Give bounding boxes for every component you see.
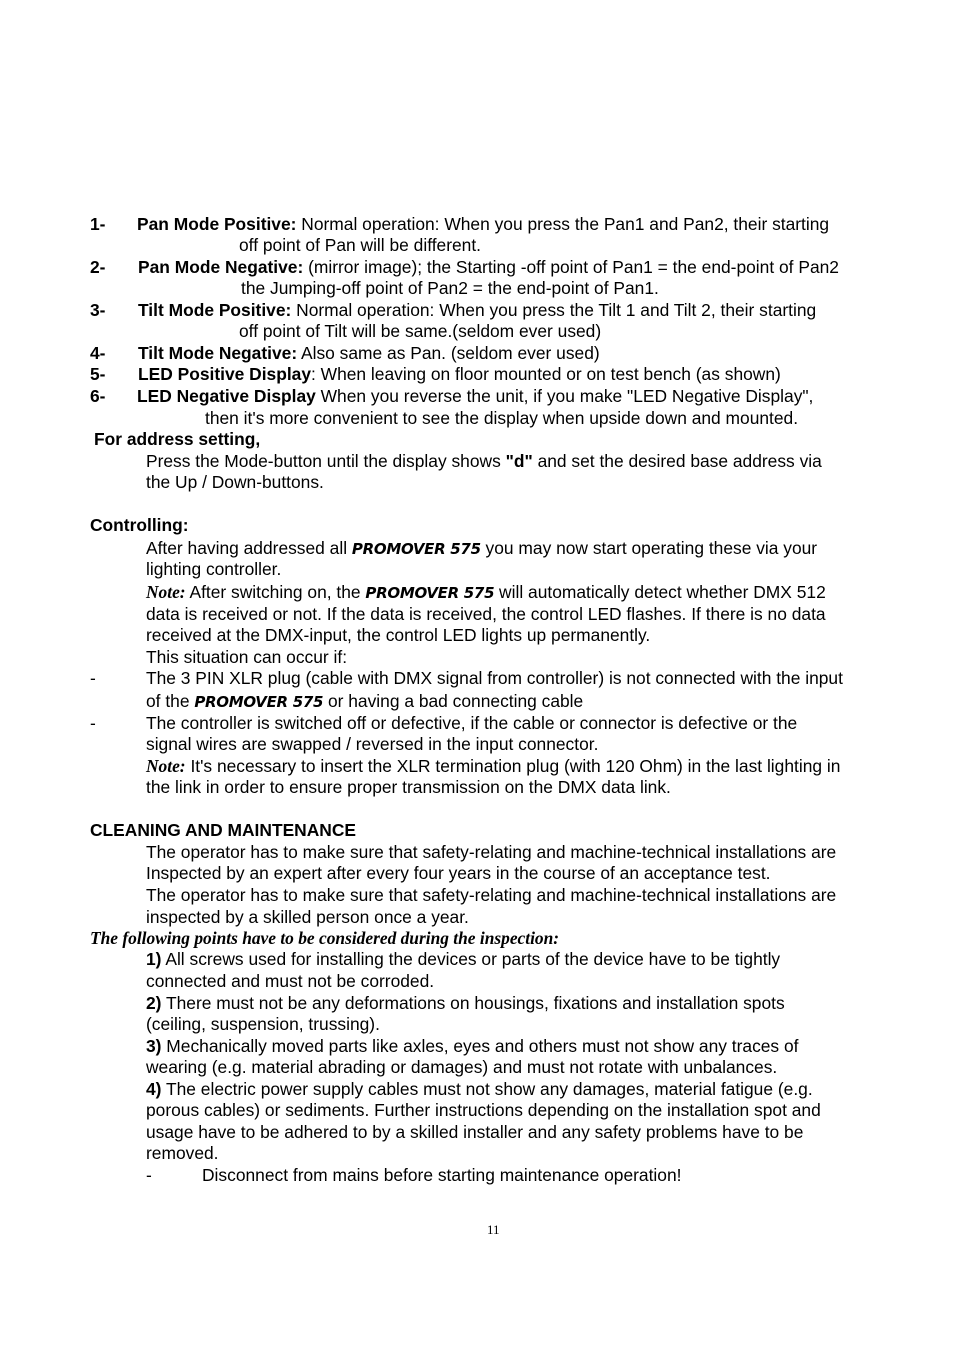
cleaning-heading: CLEANING AND MAINTENANCE (90, 820, 357, 840)
cleaning-text: inspected by a skilled person once a year. (146, 907, 469, 927)
bullet-text: The controller is switched off or defective, if the cable or connector is defective or the (146, 713, 798, 733)
controlling-note: Note: After switching on, the PROMOVER 575 will automatically detect whether DMX 512 (146, 582, 826, 602)
bullet-text: signal wires are swapped / reversed in the input connector. (146, 734, 599, 754)
brand-name: PROMOVER 575 (194, 693, 324, 711)
controlling-text: data is received or not. If the data is received, the control LED flashes. If there is no data (146, 604, 826, 624)
inspection-subheading: The following points have to be considered during the inspection: (90, 928, 560, 948)
controlling-text: received at the DMX-input, the control LED lights up permanently. (146, 625, 651, 645)
inspection-item-cont: connected and must not be corroded. (146, 971, 435, 991)
cleaning-text: The operator has to make sure that safety-relating and machine-technical installations are (146, 885, 837, 905)
mode-item: LED Positive Display: When leaving on floor mounted or on test bench (as shown) (138, 364, 781, 384)
inspection-item: 1) All screws used for installing the devices or parts of the device have to be tightly (146, 949, 781, 969)
bullet-dash: - (90, 713, 96, 733)
mode-item: Pan Mode Positive: Normal operation: When you press the Pan1 and Pan2, their starting (137, 214, 830, 234)
bullet-dash: - (90, 668, 96, 688)
bullet-text: of the PROMOVER 575 or having a bad connecting cable (146, 691, 584, 711)
address-text: Press the Mode-button until the display shows "d" and set the desired base address via (146, 451, 822, 471)
inspection-item: 2) There must not be any deformations on housings, fixations and installation spots (146, 993, 785, 1013)
inspection-item-cont: wearing (e.g. material abrading or damages) and must not rotate with unbalances. (146, 1057, 778, 1077)
controlling-text: the link in order to ensure proper transmission on the DMX data link. (146, 777, 671, 797)
mode-item-cont: off point of Tilt will be same.(seldom ever used) (239, 321, 602, 341)
warning-text: Disconnect from mains before starting maintenance operation! (202, 1165, 682, 1185)
controlling-text: This situation can occur if: (146, 647, 348, 667)
brand-name: PROMOVER 575 (351, 540, 481, 558)
inspection-item-cont: removed. (146, 1143, 219, 1163)
inspection-item: 3) Mechanically moved parts like axles, eyes and others must not show any traces of (146, 1036, 799, 1056)
inspection-item: 4) The electric power supply cables must not show any damages, material fatigue (e.g. (146, 1079, 813, 1099)
controlling-heading: Controlling: (90, 515, 189, 535)
cleaning-text: Inspected by an expert after every four years in the course of an acceptance test. (146, 863, 771, 883)
mode-item-cont: off point of Pan will be different. (239, 235, 482, 255)
address-heading: For address setting, (94, 429, 261, 449)
page-number: 11 (487, 1222, 500, 1237)
mode-num: 3- (90, 300, 106, 320)
bullet-text: The 3 PIN XLR plug (cable with DMX signal from controller) is not connected with the input (146, 668, 843, 688)
mode-item: LED Negative Display When you reverse the unit, if you make "LED Negative Display", (137, 386, 814, 406)
bullet-dash: - (146, 1165, 152, 1185)
address-text: the Up / Down-buttons. (146, 472, 324, 492)
brand-name: PROMOVER 575 (365, 584, 495, 602)
mode-item-cont: the Jumping-off point of Pan2 = the end-point of Pan1. (241, 278, 659, 298)
controlling-note: Note: It's necessary to insert the XLR termination plug (with 120 Ohm) in the last lighting in (146, 756, 841, 776)
mode-item: Tilt Mode Negative: Also same as Pan. (seldom ever used) (138, 343, 600, 363)
mode-item-cont: then it's more convenient to see the display when upside down and mounted. (205, 408, 799, 428)
mode-num: 6- (90, 386, 106, 406)
controlling-text: After having addressed all PROMOVER 575 you may now start operating these via your (146, 538, 818, 558)
mode-num: 4- (90, 343, 106, 363)
mode-num: 1- (90, 214, 106, 234)
cleaning-text: The operator has to make sure that safety-relating and machine-technical installations are (146, 842, 837, 862)
inspection-item-cont: usage have to be adhered to by a skilled installer and any safety problems have to be (146, 1122, 804, 1142)
mode-num: 2- (90, 257, 106, 277)
inspection-item-cont: (ceiling, suspension, trussing). (146, 1014, 380, 1034)
controlling-text: lighting controller. (146, 559, 282, 579)
inspection-item-cont: porous cables) or sediments. Further instructions depending on the installation spot and (146, 1100, 821, 1120)
mode-item: Tilt Mode Positive: Normal operation: When you press the Tilt 1 and Tilt 2, their starting (138, 300, 817, 320)
mode-item: Pan Mode Negative: (mirror image); the Starting -off point of Pan1 = the end-point of Pan2 (138, 257, 839, 277)
mode-num: 5- (90, 364, 106, 384)
